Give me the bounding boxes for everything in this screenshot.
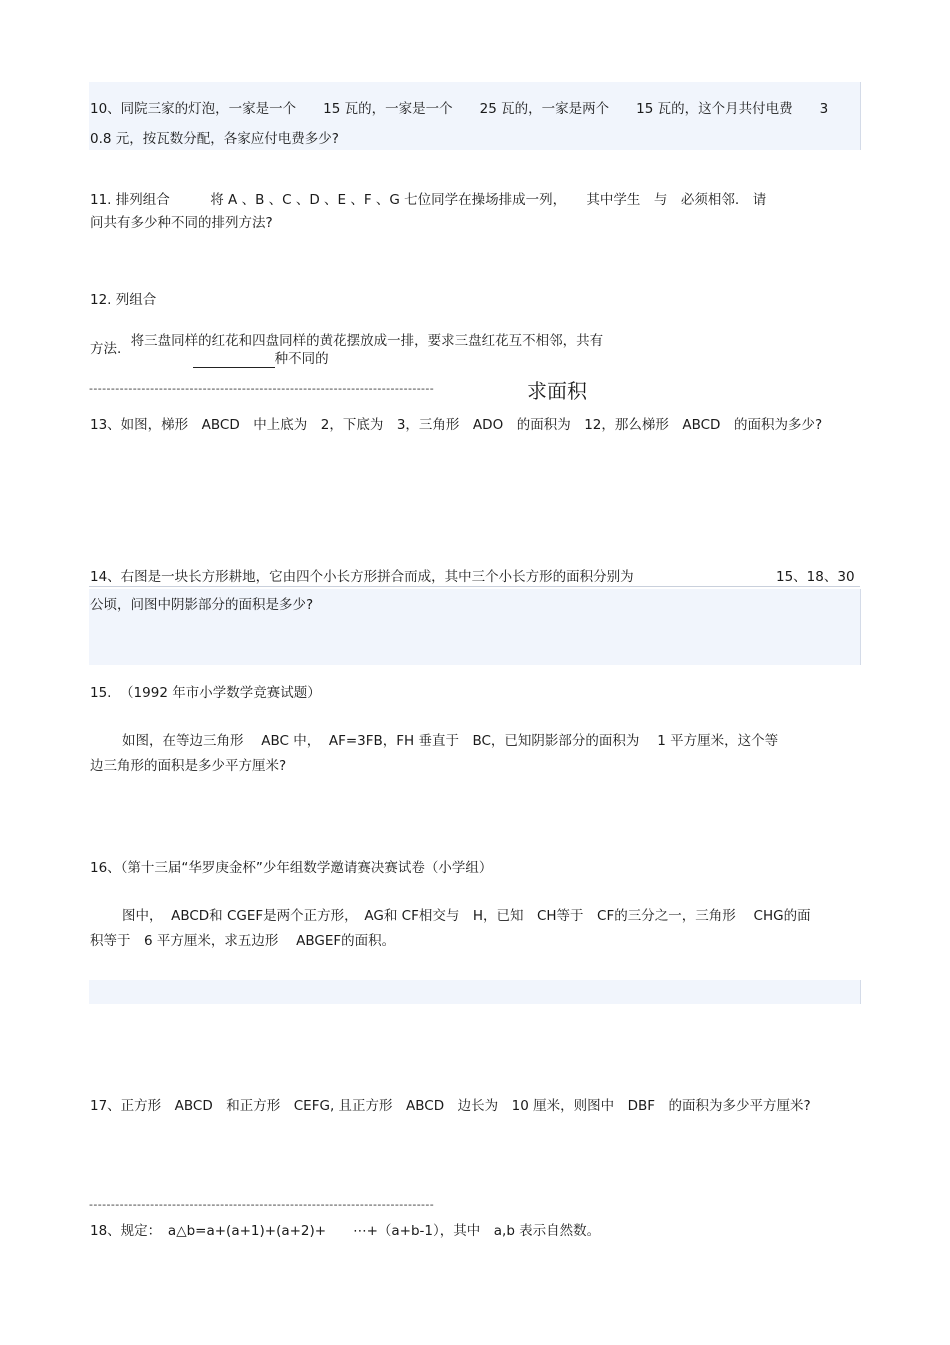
q16-title: 16、（第十三届“华罗庚金杯”少年组数学邀请赛决赛试卷（小学组）: [90, 860, 493, 876]
q14-line-1: 14、右图是一块长方形耕地，它由四个小长方形拼合而成，其中三个小长方形的面积分别为: [90, 569, 634, 585]
q12-line-1-suffix: 种不同的: [274, 351, 329, 367]
q15-line-1: 如图，在等边三角形 ABC 中， AF=3FB，FH 垂直于 BC，已知阴影部分的面积为 1 平方厘米，这个等: [122, 733, 779, 749]
q10-line-2: 0.8 元，按瓦数分配，各家应付电费多少?: [90, 131, 339, 147]
answer-blank: [193, 353, 275, 368]
q12-title: 12. 列组合: [90, 292, 157, 308]
separator-line: -------------------------------------------------------------------------------: [89, 382, 435, 395]
q16-line-1: 图中， ABCD和 CGEF是两个正方形， AG和 CF相交与 H，已知 CH等于 CF的三分之一，三角形 CHG的面: [122, 908, 811, 924]
q14-line-1-right: 15、18、30: [776, 569, 855, 585]
q14-line-2: 公顷，问图中阴影部分的面积是多少?: [90, 597, 314, 613]
section-heading: 求面积: [527, 379, 587, 403]
q15-title: 15. （1992 年市小学数学竞赛试题）: [90, 685, 321, 701]
q17-line-1: 17、正方形 ABCD 和正方形 CEFG, 且正方形 ABCD 边长为 10 厘米，则图中 DBF 的面积为多少平方厘米?: [90, 1098, 811, 1114]
blank-shaded-band: [89, 980, 861, 1004]
q13-line-1: 13、如图，梯形 ABCD 中上底为 2，下底为 3，三角形 ADO 的面积为 12，那么梯形 ABCD 的面积为多少?: [90, 417, 823, 433]
q15-line-2: 边三角形的面积是多少平方厘米?: [90, 758, 287, 774]
q14-divider: [89, 586, 860, 587]
separator-line-2: -------------------------------------------------------------------------------: [89, 1198, 435, 1211]
q12-line-2: 方法.: [90, 341, 122, 357]
q10-line-1: 10、同院三家的灯泡，一家是一个 15 瓦的，一家是一个 25 瓦的，一家是两个 15 瓦的，这个月共付电费 3: [90, 101, 829, 117]
q12-line-1: [122, 314, 603, 368]
q18-line-1: 18、规定： a△b=a+(a+1)+(a+2)+ ⋯+（a+b-1），其中 a,b 表示自然数。: [90, 1223, 601, 1239]
q11-line-2: 问共有多少种不同的排列方法?: [90, 215, 273, 231]
q12-line-1-text: 将三盘同样的红花和四盘同样的黄花摆放成一排，要求三盘红花互不相邻，共有: [130, 333, 604, 349]
q11-line-1: 11. 排列组合 将 A 、B 、C 、D 、E 、F 、G 七位同学在操场排成一列， 其中学生 与 必须相邻. 请: [90, 192, 767, 208]
q16-line-2: 积等于 6 平方厘米，求五边形 ABGEF的面积。: [90, 933, 396, 949]
